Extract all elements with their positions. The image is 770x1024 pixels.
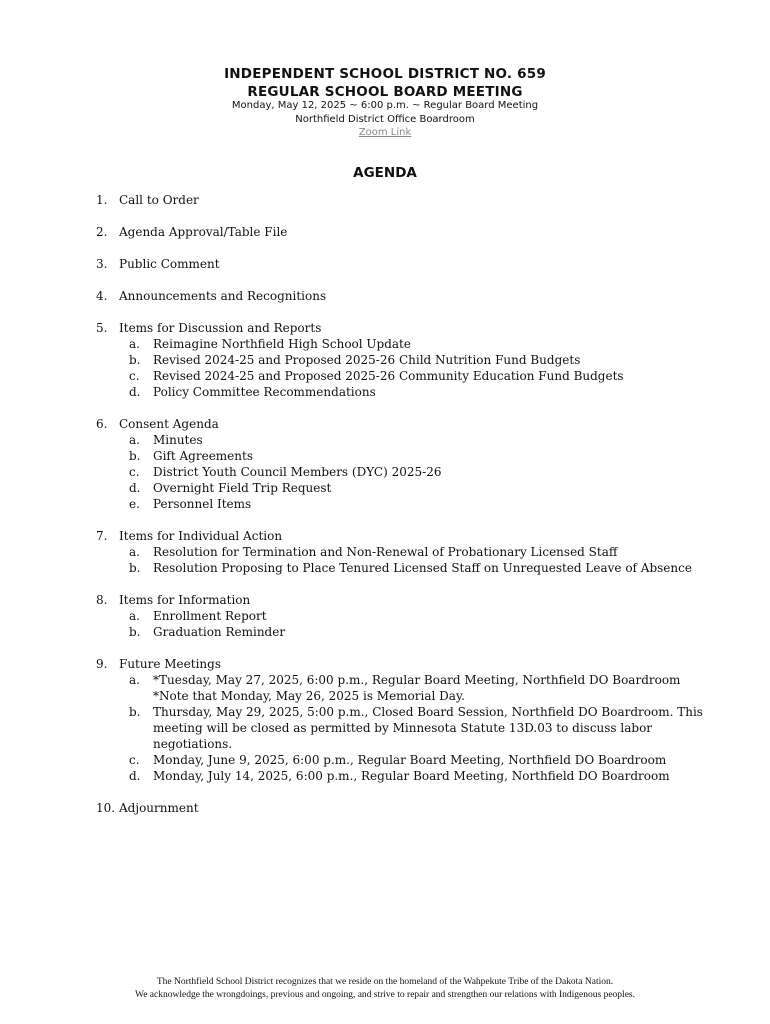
- agenda-subitem-text: Resolution for Termination and Non-Renewal of Probationary Licensed Staff: [153, 545, 618, 559]
- agenda-subitem-text: Reimagine Northfield High School Update: [153, 337, 411, 351]
- agenda-heading: AGENDA: [353, 165, 417, 181]
- land-acknowledgement-line-1: The Northfield School District recognizes that we reside on the homeland of the Wahpekute Tribe of the Dakota Nation.: [156, 977, 614, 987]
- agenda-item-label: Items for Information: [119, 593, 251, 607]
- agenda-list: [0, 192, 770, 832]
- agenda-item-number: 2.: [96, 225, 108, 239]
- agenda-subitem-text: District Youth Council Members (DYC) 2025-26: [153, 465, 442, 479]
- agenda-subitem-letter: c.: [129, 753, 140, 767]
- agenda-subitem: [0, 448, 770, 464]
- agenda-subitem: [0, 752, 770, 768]
- agenda-item-number: 10.: [96, 801, 116, 815]
- agenda-subitem: [0, 464, 770, 480]
- agenda-item-number: 9.: [96, 657, 108, 671]
- agenda-subitem-letter: e.: [129, 497, 140, 511]
- agenda-item-label: Adjournment: [119, 801, 199, 815]
- meeting-title: REGULAR SCHOOL BOARD MEETING: [247, 84, 523, 100]
- agenda-subitems: [0, 672, 770, 784]
- agenda-subitem-letter: a.: [129, 673, 140, 687]
- agenda-subitem-text: Revised 2024-25 and Proposed 2025-26 Child Nutrition Fund Budgets: [153, 353, 581, 367]
- agenda-subitem-text: Minutes: [153, 433, 203, 447]
- agenda-subitem: [0, 336, 770, 352]
- agenda-subitem-text: *Tuesday, May 27, 2025, 6:00 p.m., Regular Board Meeting, Northfield DO Boardroom: [153, 673, 681, 687]
- agenda-subitem-note: *Note that Monday, May 26, 2025 is Memorial Day.: [153, 689, 465, 703]
- agenda-subitem-text: Resolution Proposing to Place Tenured Licensed Staff on Unrequested Leave of Absence: [153, 561, 692, 575]
- agenda-subitem-letter: b.: [129, 449, 141, 463]
- land-acknowledgement-line-2: We acknowledge the wrongdoings, previous and ongoing, and strive to repair and strengthen our relations with Indigenous peoples.: [135, 990, 635, 1000]
- agenda-subitems: [0, 608, 770, 640]
- agenda-item-number: 6.: [96, 417, 108, 431]
- agenda-item: [0, 256, 770, 272]
- agenda-subitem-letter: c.: [129, 369, 140, 383]
- agenda-item-number: 5.: [96, 321, 108, 335]
- agenda-subitems: [0, 336, 770, 400]
- agenda-subitem-text: Policy Committee Recommendations: [153, 385, 376, 399]
- agenda-item: [0, 416, 770, 512]
- agenda-item: [0, 800, 770, 816]
- district-title: INDEPENDENT SCHOOL DISTRICT NO. 659: [224, 66, 546, 82]
- agenda-item-number: 7.: [96, 529, 108, 543]
- agenda-subitem-letter: a.: [129, 545, 140, 559]
- agenda-subitem: [0, 544, 770, 560]
- agenda-subitems: [0, 544, 770, 576]
- agenda-subitems: [0, 432, 770, 512]
- meeting-location: Northfield District Office Boardroom: [295, 114, 475, 125]
- agenda-subitem-text: Enrollment Report: [153, 609, 267, 623]
- agenda-item-number: 8.: [96, 593, 108, 607]
- agenda-subitem-letter: a.: [129, 609, 140, 623]
- agenda-item-label: Consent Agenda: [119, 417, 219, 431]
- agenda-item: [0, 528, 770, 576]
- agenda-subitem: [0, 368, 770, 384]
- agenda-subitem-letter: b.: [129, 705, 141, 719]
- agenda-subitem-letter: d.: [129, 385, 141, 399]
- agenda-subitem-letter: b.: [129, 625, 141, 639]
- agenda-item: [0, 192, 770, 208]
- agenda-subitem-letter: a.: [129, 433, 140, 447]
- agenda-subitem-letter: d.: [129, 481, 141, 495]
- agenda-subitem-text: Personnel Items: [153, 497, 252, 511]
- agenda-item-number: 3.: [96, 257, 108, 271]
- agenda-item: [0, 224, 770, 240]
- zoom-link-row: [0, 127, 770, 138]
- agenda-subitem-letter: b.: [129, 561, 141, 575]
- agenda-subitem-text: Graduation Reminder: [153, 625, 286, 639]
- agenda-subitem-text: Gift Agreements: [153, 449, 253, 463]
- agenda-item-label: Items for Discussion and Reports: [119, 321, 322, 335]
- zoom-link[interactable]: Zoom Link: [358, 127, 412, 138]
- agenda-item-label: Future Meetings: [119, 657, 221, 671]
- agenda-item-number: 1.: [96, 193, 108, 207]
- agenda-subitem: [0, 624, 770, 640]
- agenda-subitem-letter: d.: [129, 769, 141, 783]
- agenda-subitem: [0, 496, 770, 512]
- agenda-item-label: Public Comment: [119, 257, 220, 271]
- agenda-item: [0, 592, 770, 640]
- agenda-subitem-text: Overnight Field Trip Request: [153, 481, 332, 495]
- agenda-item: [0, 288, 770, 304]
- agenda-subitem: [0, 480, 770, 496]
- agenda-item-label: Agenda Approval/Table File: [119, 225, 288, 239]
- meeting-date-line: Monday, May 12, 2025 ~ 6:00 p.m. ~ Regular Board Meeting: [231, 100, 539, 111]
- agenda-subitem: [0, 384, 770, 400]
- agenda-subitem-text: Thursday, May 29, 2025, 5:00 p.m., Closed Board Session, Northfield DO Boardroom. This meeting will be closed as permitted by Minnesota Statute 13D.03 to discuss labor negotiations.: [153, 705, 703, 751]
- agenda-subitem-text: Monday, June 9, 2025, 6:00 p.m., Regular Board Meeting, Northfield DO Boardroom: [153, 753, 667, 767]
- agenda-item-label: Items for Individual Action: [119, 529, 283, 543]
- agenda-item: [0, 320, 770, 400]
- agenda-subitem-letter: c.: [129, 465, 140, 479]
- agenda-subitem: [0, 560, 770, 576]
- agenda-item-label: Call to Order: [119, 193, 199, 207]
- agenda-subitem-text: Revised 2024-25 and Proposed 2025-26 Community Education Fund Budgets: [153, 369, 624, 383]
- agenda-subitem: [0, 608, 770, 624]
- agenda-subitem: [0, 768, 770, 784]
- agenda-subitem-text: Monday, July 14, 2025, 6:00 p.m., Regular Board Meeting, Northfield DO Boardroom: [153, 769, 670, 783]
- agenda-subitem: [0, 672, 770, 704]
- agenda-subitem: [0, 704, 770, 752]
- agenda-subitem: [0, 352, 770, 368]
- agenda-subitem-letter: b.: [129, 353, 141, 367]
- agenda-subitem-letter: a.: [129, 337, 140, 351]
- agenda-item-label: Announcements and Recognitions: [119, 289, 327, 303]
- agenda-subitem: [0, 432, 770, 448]
- agenda-item-number: 4.: [96, 289, 108, 303]
- agenda-item: [0, 656, 770, 784]
